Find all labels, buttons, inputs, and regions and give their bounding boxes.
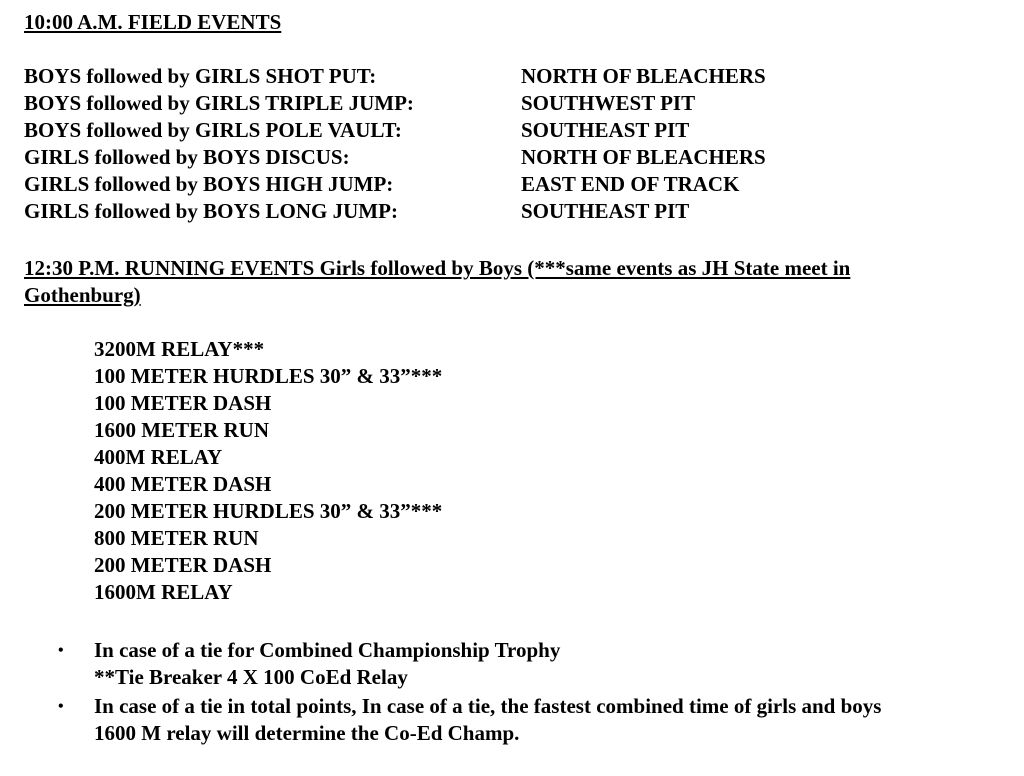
running-event-item: 1600 METER RUN [94,418,270,442]
field-event-name: GIRLS followed by BOYS DISCUS: [24,145,350,169]
running-event-item: 100 METER DASH [94,391,272,415]
running-events-heading-continued: Gothenburg) [24,283,141,307]
field-event-name: BOYS followed by GIRLS TRIPLE JUMP: [24,91,414,115]
note-line: **Tie Breaker 4 X 100 CoEd Relay [94,665,408,689]
note-line: In case of a tie for Combined Championship Trophy [94,638,561,662]
note-item [0,693,994,747]
running-event-item: 800 METER RUN [94,526,259,550]
running-events-heading: 12:30 P.M. RUNNING EVENTS Girls followed by Boys (***same events as JH State meet in [24,256,851,280]
field-event-location: NORTH OF BLEACHERS [521,145,766,169]
field-event-row [24,198,1004,225]
field-event-name: BOYS followed by GIRLS SHOT PUT: [24,64,377,88]
field-event-location: SOUTHEAST PIT [521,118,690,142]
running-event-item: 400 METER DASH [94,472,272,496]
field-event-location: SOUTHEAST PIT [521,199,690,223]
running-event-item: 200 METER DASH [94,553,272,577]
running-event-item: 200 METER HURDLES 30” & 33”*** [94,499,443,523]
field-event-row [24,90,1004,117]
tie-breaker-notes [0,637,1024,747]
running-event-item: 3200M RELAY*** [94,337,265,361]
running-event-item: 1600M RELAY [94,580,233,604]
field-event-name: GIRLS followed by BOYS HIGH JUMP: [24,172,394,196]
field-event-location: SOUTHWEST PIT [521,91,696,115]
field-event-location: NORTH OF BLEACHERS [521,64,766,88]
field-event-row [24,117,1004,144]
running-events-list [94,336,442,606]
field-event-row [24,63,1004,90]
bullet-icon: • [58,642,64,659]
field-event-name: GIRLS followed by BOYS LONG JUMP: [24,199,398,223]
field-event-name: BOYS followed by GIRLS POLE VAULT: [24,118,402,142]
note-item [0,637,994,691]
field-event-row [24,144,1004,171]
note-line: In case of a tie in total points, In case of a tie, the fastest combined time of girls and boys [94,694,882,718]
running-event-item: 400M RELAY [94,445,223,469]
field-event-row [24,171,1004,198]
note-line: 1600 M relay will determine the Co-Ed Champ. [94,721,520,745]
field-events-heading: 10:00 A.M. FIELD EVENTS [24,10,282,34]
bullet-icon: • [58,698,64,715]
field-event-location: EAST END OF TRACK [521,172,740,196]
running-event-item: 100 METER HURDLES 30” & 33”*** [94,364,443,388]
